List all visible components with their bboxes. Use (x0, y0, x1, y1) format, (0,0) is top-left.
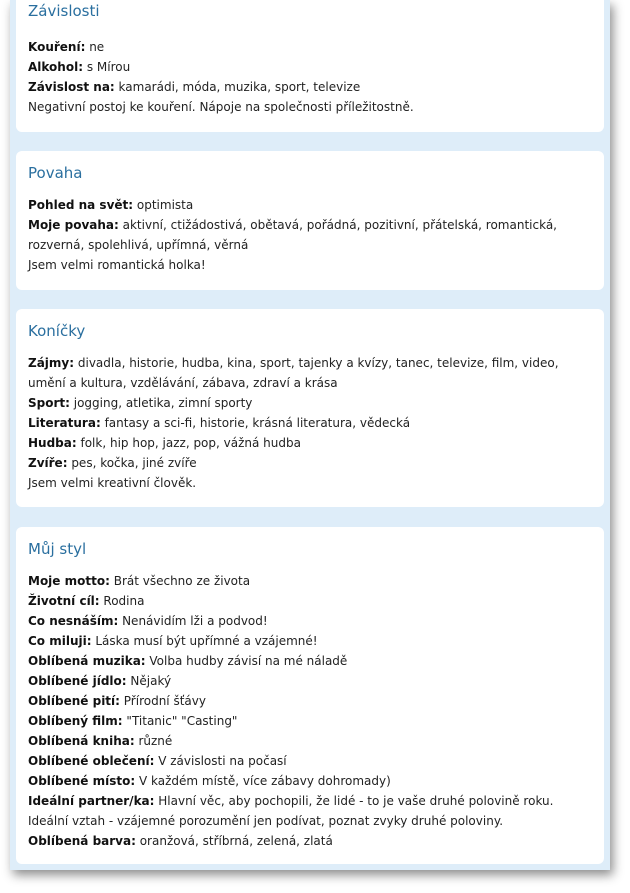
row-value: různé (134, 734, 173, 748)
info-row-koureni (28, 37, 586, 57)
row-label: Oblíbená barva: (28, 834, 136, 848)
row-label: Alkohol: (28, 60, 84, 74)
info-row-zavislost-na (28, 77, 586, 97)
row-value: jogging, atletika, zimní sporty (69, 396, 253, 410)
row-label: Oblíbené místo: (28, 774, 136, 788)
info-row-oblibena-barva (28, 831, 586, 851)
info-row-literatura (28, 413, 586, 433)
section-zavislosti (16, 0, 604, 132)
section-title: Můj styl (28, 540, 87, 558)
row-label: Oblíbené jídlo: (28, 674, 127, 688)
row-label: Životní cíl: (28, 594, 100, 608)
row-value: Volba hudby závisí na mé náladě (145, 654, 348, 668)
section-note: Negativní postoj ke kouření. Nápoje na společnosti příležitostně. (28, 100, 414, 114)
row-value: Přírodní šťávy (119, 694, 206, 708)
info-row-zivotni-cil (28, 591, 586, 611)
row-label: Kouření: (28, 40, 86, 54)
row-value: Nenávidím lži a podvod! (118, 614, 268, 628)
section-title: Závislosti (28, 2, 100, 20)
section-note: Jsem velmi romantická holka! (28, 258, 206, 272)
row-value: fantasy a sci-fi, historie, krásná literatura, vědecká (100, 416, 411, 430)
row-label: Zvíře: (28, 456, 68, 470)
info-row-hudba (28, 433, 586, 453)
section-muj-styl (16, 527, 604, 864)
row-value: "Titanic" "Casting" (122, 714, 238, 728)
info-row-oblibene-obleceni (28, 751, 586, 771)
row-label: Zájmy: (28, 356, 75, 370)
row-value: s Mírou (83, 60, 131, 74)
info-row-co-miluji (28, 631, 586, 651)
info-row-zvire (28, 453, 586, 473)
row-value: ne (85, 40, 105, 54)
row-value: Brát všechno ze života (109, 574, 251, 588)
section-body (28, 195, 586, 275)
row-value: Rodina (99, 594, 145, 608)
info-row-alkohol (28, 57, 586, 77)
row-label: Oblíbená muzika: (28, 654, 146, 668)
row-value: optimista (133, 198, 194, 212)
row-label: Hudba: (28, 436, 77, 450)
row-value: folk, hip hop, jazz, pop, vážná hudba (76, 436, 301, 450)
row-value: kamarádi, móda, muzika, sport, televize (114, 80, 361, 94)
profile-panel (10, 0, 610, 870)
info-row-oblibene-jidlo (28, 671, 586, 691)
row-label: Závislost na: (28, 80, 115, 94)
info-row-co-nesnasim (28, 611, 586, 631)
row-value: Hlavní věc, aby pochopili, že lidé - to je vaše druhé polovině roku. Ideální vztah - vzájemné porozumění jen podívat, poznat zvyky druhé poloviny. (28, 794, 554, 828)
section-body (28, 37, 586, 117)
info-row-pohled-na-svet (28, 195, 586, 215)
info-row-moje-motto (28, 571, 586, 591)
row-label: Sport: (28, 396, 70, 410)
info-row-oblibeny-film (28, 711, 586, 731)
section-povaha (16, 151, 604, 290)
row-label: Oblíbené pití: (28, 694, 120, 708)
row-label: Literatura: (28, 416, 101, 430)
row-value: V závislosti na počasí (154, 754, 287, 768)
info-row-zajmy (28, 353, 586, 393)
row-value: aktivní, ctižádostivá, obětavá, pořádná, pozitivní, přátelská, romantická, rozverná, spolehlivá, upřímná, věrná (28, 218, 557, 252)
info-row-oblibena-kniha (28, 731, 586, 751)
section-body (28, 353, 586, 493)
row-label: Co nesnáším: (28, 614, 119, 628)
row-label: Oblíbená kniha: (28, 734, 135, 748)
section-title: Povaha (28, 164, 83, 182)
section-note: Jsem velmi kreativní člověk. (28, 476, 197, 490)
section-body (28, 571, 586, 851)
row-value: oranžová, stříbrná, zelená, zlatá (135, 834, 333, 848)
row-value: V každém místě, více zábavy dohromady) (135, 774, 391, 788)
row-value: divadla, historie, hudba, kina, sport, tajenky a kvízy, tanec, televize, film, video, umění a kultura, vzdělávání, zábava, zdraví a krása (28, 356, 559, 390)
row-label: Pohled na svět: (28, 198, 134, 212)
row-label: Ideální partner/ka: (28, 794, 155, 808)
info-row-idealni-partner (28, 791, 586, 831)
info-row-oblibena-muzika (28, 651, 586, 671)
row-value: pes, kočka, jiné zvíře (67, 456, 197, 470)
section-konicky (16, 309, 604, 507)
info-row-oblibene-piti (28, 691, 586, 711)
info-row-oblibene-misto (28, 771, 586, 791)
row-label: Oblíbené oblečení: (28, 754, 155, 768)
row-label: Oblíbený film: (28, 714, 123, 728)
section-title: Koníčky (28, 322, 86, 340)
info-row-moje-povaha (28, 215, 586, 255)
info-row-sport (28, 393, 586, 413)
row-value: Láska musí být upřímné a vzájemné! (91, 634, 318, 648)
row-label: Moje motto: (28, 574, 110, 588)
row-label: Co miluji: (28, 634, 92, 648)
row-label: Moje povaha: (28, 218, 119, 232)
row-value: Nějaký (126, 674, 172, 688)
